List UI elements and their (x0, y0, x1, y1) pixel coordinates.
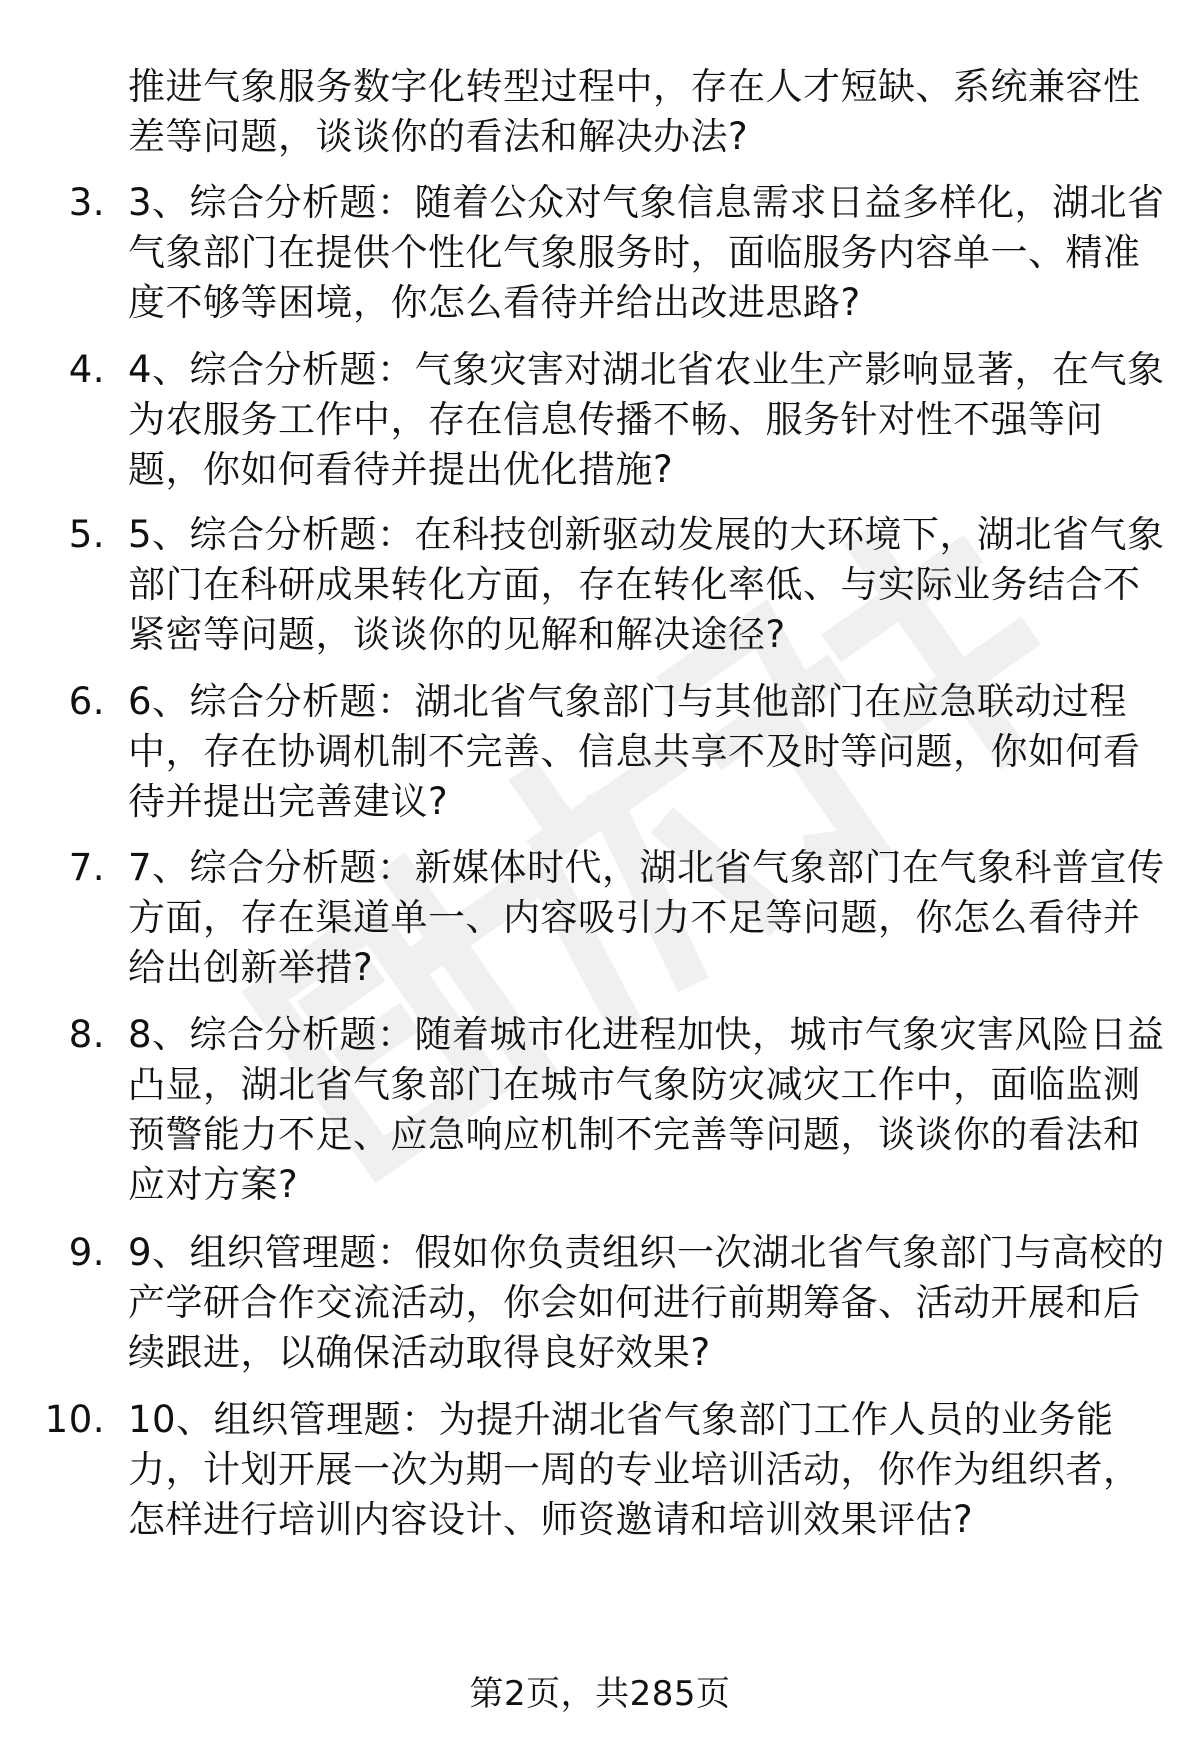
list-marker: 10. (44, 1398, 105, 1441)
question-text: 4、综合分析题：气象灾害对湖北省农业生产影响显著，在气象为农服务工作中，存在信息传播不畅、服务针对性不强等问题，你如何看待并提出优化措施? (128, 348, 1165, 491)
list-marker: 9. (68, 1231, 105, 1274)
question-text: 10、组织管理题：为提升湖北省气象部门工作人员的业务能力，计划开展一次为期一周的专业培训活动，你作为组织者，怎样进行培训内容设计、师资邀请和培训效果评估? (128, 1398, 1141, 1541)
page-footer: 第2页，共285页 (469, 1674, 731, 1714)
continuation-paragraph: 推进气象服务数字化转型过程中，存在人才短缺、系统兼容性差等问题，谈谈你的看法和解决办法? (128, 65, 1141, 158)
list-marker: 3. (68, 181, 105, 224)
question-text: 7、综合分析题：新媒体时代，湖北省气象部门在气象科普宣传方面，存在渠道单一、内容吸引力不足等问题，你怎么看待并给出创新举措? (128, 846, 1165, 989)
list-marker: 8. (68, 1013, 105, 1056)
question-text: 8、综合分析题：随着城市化进程加快，城市气象灾害风险日益凸显，湖北省气象部门在城市气象防灾减灾工作中，面临监测预警能力不足、应急响应机制不完善等问题，谈谈你的看法和应对方案? (128, 1013, 1165, 1206)
question-text: 6、综合分析题：湖北省气象部门与其他部门在应急联动过程中，存在协调机制不完善、信息共享不及时等问题，你如何看待并提出完善建议? (128, 680, 1141, 823)
list-marker: 6. (68, 680, 105, 723)
list-marker: 7. (68, 846, 105, 889)
question-text: 3、综合分析题：随着公众对气象信息需求日益多样化，湖北省气象部门在提供个性化气象服务时，面临服务内容单一、精准度不够等困境，你怎么看待并给出改进思路? (128, 181, 1165, 324)
list-marker: 5. (68, 513, 105, 556)
question-text: 9、组织管理题：假如你负责组织一次湖北省气象部门与高校的产学研合作交流活动，你会如何进行前期筹备、活动开展和后续跟进，以确保活动取得良好效果? (128, 1231, 1165, 1374)
list-marker: 4. (68, 348, 105, 391)
question-text: 5、综合分析题：在科技创新驱动发展的大环境下，湖北省气象部门在科研成果转化方面，存在转化率低、与实际业务结合不紧密等问题，谈谈你的见解和解决途径? (128, 513, 1165, 656)
